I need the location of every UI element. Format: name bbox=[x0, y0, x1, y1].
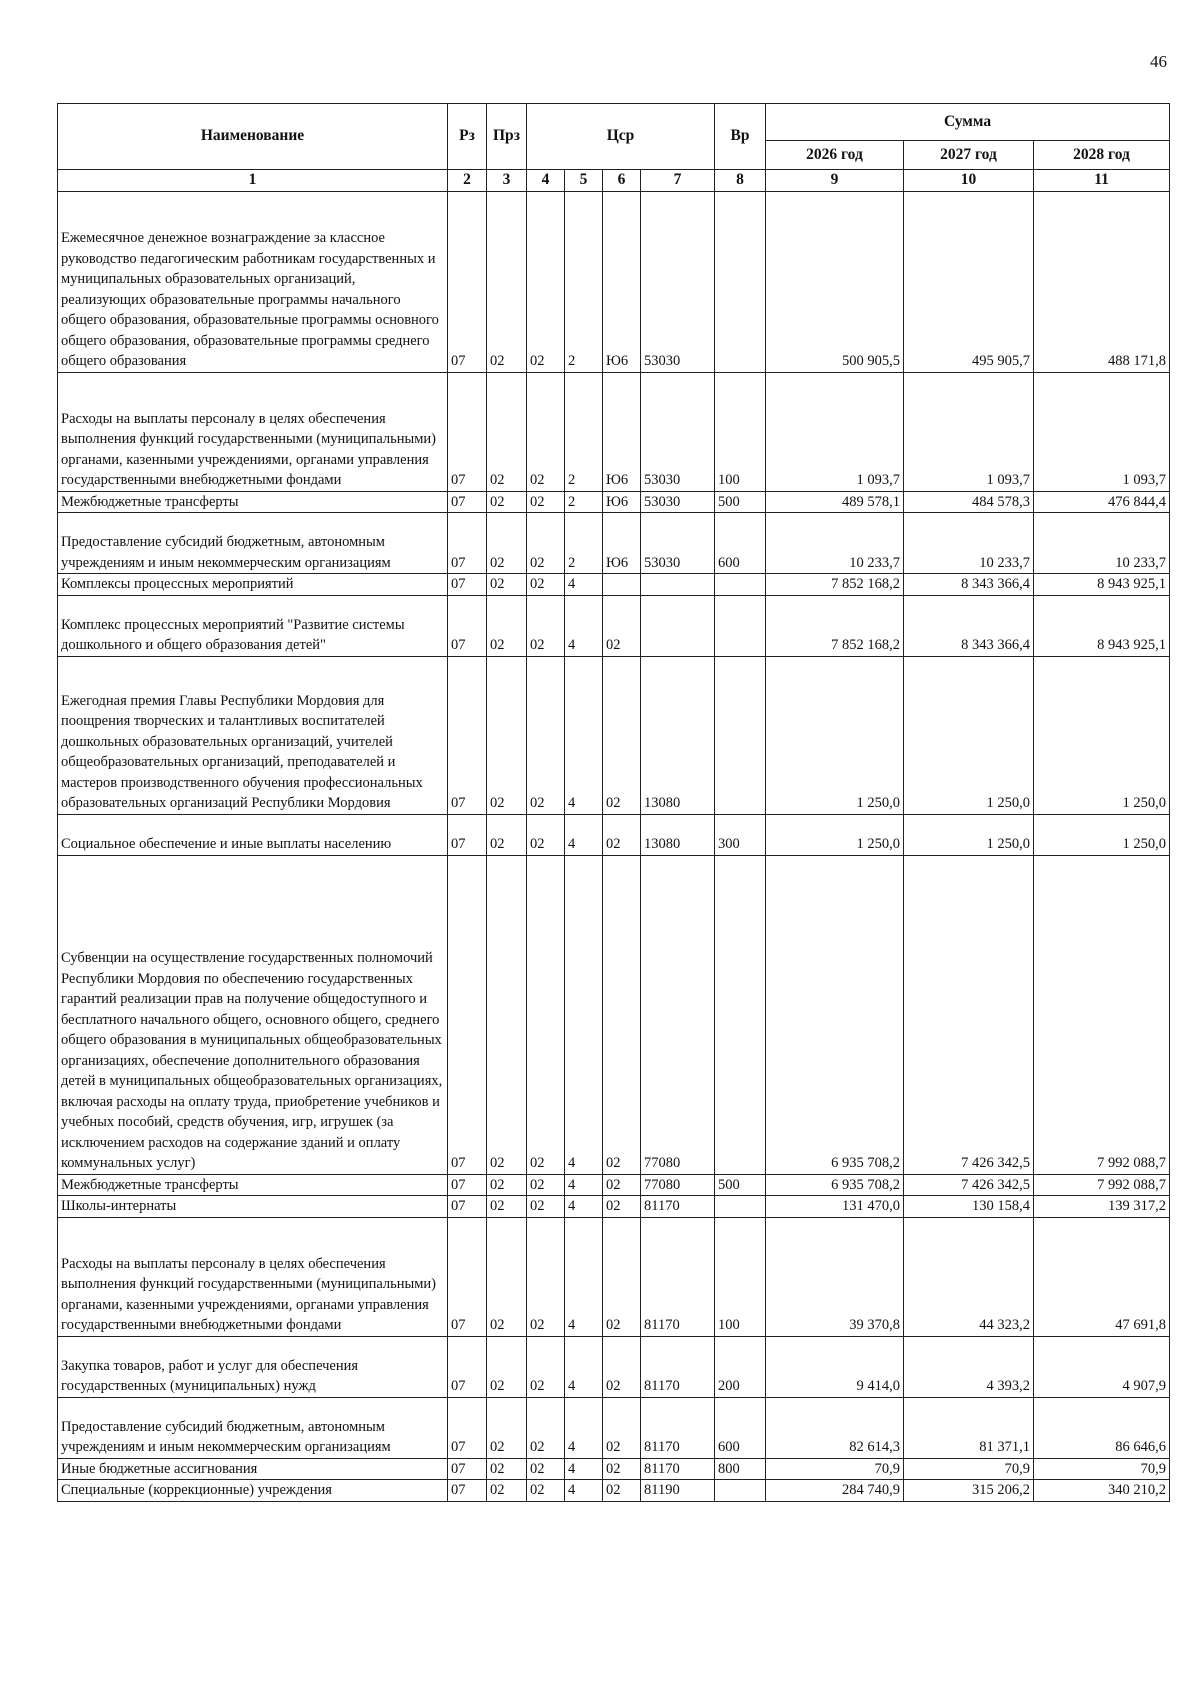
col-number: 10 bbox=[904, 170, 1034, 192]
cell-vr: 100 bbox=[715, 372, 766, 491]
cell-c5: 4 bbox=[565, 595, 603, 656]
cell-c5: 4 bbox=[565, 1480, 603, 1502]
cell-s2027: 315 206,2 bbox=[904, 1480, 1034, 1502]
cell-s2027: 7 426 342,5 bbox=[904, 855, 1034, 1174]
table-row bbox=[58, 855, 1170, 1174]
header-year-2028: 2028 год bbox=[1034, 141, 1170, 170]
cell-c5: 4 bbox=[565, 656, 603, 814]
cell-vr: 100 bbox=[715, 1217, 766, 1336]
cell-s2028: 8 943 925,1 bbox=[1034, 574, 1170, 596]
cell-name: Ежегодная премия Главы Республики Мордовия для поощрения творческих и талантливых воспитателей дошкольных образовательных организаций, учителей общеобразовательных организаций, преподавателей и мастеров производственного обучения профессиональных образовательных организаций Республики Мордовия bbox=[58, 656, 448, 814]
cell-s2027: 1 093,7 bbox=[904, 372, 1034, 491]
cell-c6: Ю6 bbox=[603, 513, 641, 574]
cell-c5: 4 bbox=[565, 1397, 603, 1458]
cell-c7: 81170 bbox=[641, 1336, 715, 1397]
cell-c7: 81190 bbox=[641, 1480, 715, 1502]
header-vr: Вр bbox=[715, 104, 766, 170]
header-name: Наименование bbox=[58, 104, 448, 170]
col-number: 3 bbox=[487, 170, 527, 192]
col-number: 5 bbox=[565, 170, 603, 192]
cell-c7: 77080 bbox=[641, 855, 715, 1174]
cell-s2027: 484 578,3 bbox=[904, 491, 1034, 513]
cell-name: Предоставление субсидий бюджетным, автономным учреждениям и иным некоммерческим организациям bbox=[58, 513, 448, 574]
col-number: 7 bbox=[641, 170, 715, 192]
header-rz: Рз bbox=[448, 104, 487, 170]
table-row bbox=[58, 574, 1170, 596]
cell-vr: 300 bbox=[715, 814, 766, 855]
cell-rz: 07 bbox=[448, 855, 487, 1174]
cell-rz: 07 bbox=[448, 491, 487, 513]
cell-prz: 02 bbox=[487, 1458, 527, 1480]
table-row bbox=[58, 1336, 1170, 1397]
cell-prz: 02 bbox=[487, 1336, 527, 1397]
table-row bbox=[58, 814, 1170, 855]
cell-s2028: 7 992 088,7 bbox=[1034, 855, 1170, 1174]
cell-prz: 02 bbox=[487, 656, 527, 814]
cell-s2028: 340 210,2 bbox=[1034, 1480, 1170, 1502]
cell-c4: 02 bbox=[527, 1217, 565, 1336]
cell-prz: 02 bbox=[487, 1174, 527, 1196]
cell-c7 bbox=[641, 595, 715, 656]
cell-prz: 02 bbox=[487, 372, 527, 491]
col-number: 8 bbox=[715, 170, 766, 192]
cell-c6: 02 bbox=[603, 1480, 641, 1502]
cell-c6: 02 bbox=[603, 814, 641, 855]
cell-s2026: 6 935 708,2 bbox=[766, 855, 904, 1174]
cell-c4: 02 bbox=[527, 574, 565, 596]
cell-s2026: 10 233,7 bbox=[766, 513, 904, 574]
cell-prz: 02 bbox=[487, 1480, 527, 1502]
cell-vr: 800 bbox=[715, 1458, 766, 1480]
cell-prz: 02 bbox=[487, 1217, 527, 1336]
cell-s2026: 6 935 708,2 bbox=[766, 1174, 904, 1196]
cell-c4: 02 bbox=[527, 1196, 565, 1218]
col-number: 2 bbox=[448, 170, 487, 192]
cell-vr bbox=[715, 1480, 766, 1502]
cell-s2026: 39 370,8 bbox=[766, 1217, 904, 1336]
cell-c7: 81170 bbox=[641, 1458, 715, 1480]
cell-rz: 07 bbox=[448, 1217, 487, 1336]
cell-vr: 500 bbox=[715, 1174, 766, 1196]
cell-c4: 02 bbox=[527, 1174, 565, 1196]
cell-prz: 02 bbox=[487, 513, 527, 574]
cell-c7: 77080 bbox=[641, 1174, 715, 1196]
cell-c6: Ю6 bbox=[603, 372, 641, 491]
cell-prz: 02 bbox=[487, 814, 527, 855]
cell-name: Специальные (коррекционные) учреждения bbox=[58, 1480, 448, 1502]
cell-s2026: 489 578,1 bbox=[766, 491, 904, 513]
cell-s2026: 1 250,0 bbox=[766, 656, 904, 814]
cell-c5: 2 bbox=[565, 491, 603, 513]
cell-name: Закупка товаров, работ и услуг для обеспечения государственных (муниципальных) нужд bbox=[58, 1336, 448, 1397]
cell-c4: 02 bbox=[527, 372, 565, 491]
cell-s2028: 86 646,6 bbox=[1034, 1397, 1170, 1458]
cell-c4: 02 bbox=[527, 814, 565, 855]
cell-c4: 02 bbox=[527, 1336, 565, 1397]
cell-prz: 02 bbox=[487, 491, 527, 513]
cell-name: Предоставление субсидий бюджетным, автономным учреждениям и иным некоммерческим организациям bbox=[58, 1397, 448, 1458]
cell-name: Субвенции на осуществление государственных полномочий Республики Мордовия по обеспечению государственных гарантий реализации прав на получение общедоступного и бесплатного начального общего, основного общего, среднего общего образования в муниципальных общеобразовательных организациях, обеспечение дополнительного образования детей в муниципальных общеобразовательных организациях, включая расходы на оплату труда, приобретение учебников и учебных пособий, средств обучения, игр, игрушек (за исключением расходов на содержание зданий и оплату коммунальных услуг) bbox=[58, 855, 448, 1174]
cell-s2028: 1 093,7 bbox=[1034, 372, 1170, 491]
cell-c6: 02 bbox=[603, 1196, 641, 1218]
cell-c4: 02 bbox=[527, 595, 565, 656]
table-row bbox=[58, 656, 1170, 814]
cell-s2027: 81 371,1 bbox=[904, 1397, 1034, 1458]
cell-s2027: 10 233,7 bbox=[904, 513, 1034, 574]
cell-rz: 07 bbox=[448, 1174, 487, 1196]
cell-c4: 02 bbox=[527, 1397, 565, 1458]
cell-s2027: 495 905,7 bbox=[904, 191, 1034, 372]
cell-s2026: 284 740,9 bbox=[766, 1480, 904, 1502]
cell-prz: 02 bbox=[487, 191, 527, 372]
cell-rz: 07 bbox=[448, 513, 487, 574]
cell-prz: 02 bbox=[487, 595, 527, 656]
budget-table bbox=[57, 103, 1170, 1502]
table-row bbox=[58, 1397, 1170, 1458]
cell-c6: Ю6 bbox=[603, 491, 641, 513]
cell-c6: 02 bbox=[603, 1217, 641, 1336]
table-body bbox=[58, 191, 1170, 1501]
cell-prz: 02 bbox=[487, 574, 527, 596]
cell-s2028: 476 844,4 bbox=[1034, 491, 1170, 513]
cell-c4: 02 bbox=[527, 855, 565, 1174]
cell-s2028: 7 992 088,7 bbox=[1034, 1174, 1170, 1196]
cell-c7: 81170 bbox=[641, 1217, 715, 1336]
header-year-2027: 2027 год bbox=[904, 141, 1034, 170]
cell-c7: 81170 bbox=[641, 1397, 715, 1458]
cell-s2026: 500 905,5 bbox=[766, 191, 904, 372]
cell-s2026: 7 852 168,2 bbox=[766, 574, 904, 596]
page-number: 46 bbox=[1150, 52, 1167, 71]
cell-vr bbox=[715, 855, 766, 1174]
col-number: 11 bbox=[1034, 170, 1170, 192]
cell-vr: 600 bbox=[715, 1397, 766, 1458]
cell-rz: 07 bbox=[448, 595, 487, 656]
cell-prz: 02 bbox=[487, 1397, 527, 1458]
cell-c4: 02 bbox=[527, 491, 565, 513]
cell-name: Комплексы процессных мероприятий bbox=[58, 574, 448, 596]
cell-c5: 2 bbox=[565, 513, 603, 574]
cell-name: Ежемесячное денежное вознаграждение за классное руководство педагогическим работникам государственных и муниципальных образовательных организаций, реализующих образовательные программы начального общего образования, образовательные программы основного общего образования, образовательные программы среднего общего образования bbox=[58, 191, 448, 372]
cell-rz: 07 bbox=[448, 814, 487, 855]
table-row bbox=[58, 491, 1170, 513]
cell-c4: 02 bbox=[527, 656, 565, 814]
cell-s2027: 7 426 342,5 bbox=[904, 1174, 1034, 1196]
cell-s2026: 7 852 168,2 bbox=[766, 595, 904, 656]
cell-c5: 4 bbox=[565, 574, 603, 596]
cell-s2026: 70,9 bbox=[766, 1458, 904, 1480]
header-csr: Цср bbox=[527, 104, 715, 170]
cell-vr: 200 bbox=[715, 1336, 766, 1397]
table-row bbox=[58, 1217, 1170, 1336]
cell-s2027: 8 343 366,4 bbox=[904, 595, 1034, 656]
cell-c6: 02 bbox=[603, 1336, 641, 1397]
cell-c7: 81170 bbox=[641, 1196, 715, 1218]
cell-s2026: 9 414,0 bbox=[766, 1336, 904, 1397]
cell-s2026: 1 093,7 bbox=[766, 372, 904, 491]
cell-c4: 02 bbox=[527, 191, 565, 372]
table-row bbox=[58, 595, 1170, 656]
cell-c5: 4 bbox=[565, 1196, 603, 1218]
cell-rz: 07 bbox=[448, 191, 487, 372]
cell-s2027: 8 343 366,4 bbox=[904, 574, 1034, 596]
cell-c7: 53030 bbox=[641, 491, 715, 513]
cell-c4: 02 bbox=[527, 513, 565, 574]
cell-rz: 07 bbox=[448, 1397, 487, 1458]
table-row bbox=[58, 1458, 1170, 1480]
column-numbers-row bbox=[58, 170, 1170, 192]
cell-name: Расходы на выплаты персоналу в целях обеспечения выполнения функций государственными (муниципальными) органами, казенными учреждениями, органами управления государственными внебюджетными фондами bbox=[58, 372, 448, 491]
cell-prz: 02 bbox=[487, 1196, 527, 1218]
cell-s2027: 1 250,0 bbox=[904, 656, 1034, 814]
cell-rz: 07 bbox=[448, 656, 487, 814]
header-prz: Прз bbox=[487, 104, 527, 170]
cell-s2028: 1 250,0 bbox=[1034, 656, 1170, 814]
cell-c6: 02 bbox=[603, 1397, 641, 1458]
cell-c5: 4 bbox=[565, 814, 603, 855]
cell-vr bbox=[715, 574, 766, 596]
table-row bbox=[58, 513, 1170, 574]
cell-c7: 53030 bbox=[641, 372, 715, 491]
cell-c6: 02 bbox=[603, 1174, 641, 1196]
table-row bbox=[58, 191, 1170, 372]
cell-c6: 02 bbox=[603, 595, 641, 656]
cell-c5: 2 bbox=[565, 372, 603, 491]
cell-s2027: 44 323,2 bbox=[904, 1217, 1034, 1336]
col-number: 9 bbox=[766, 170, 904, 192]
cell-c4: 02 bbox=[527, 1458, 565, 1480]
cell-rz: 07 bbox=[448, 574, 487, 596]
header-sum: Сумма bbox=[766, 104, 1170, 141]
cell-vr bbox=[715, 1196, 766, 1218]
cell-c7: 13080 bbox=[641, 814, 715, 855]
cell-c5: 2 bbox=[565, 191, 603, 372]
cell-c5: 4 bbox=[565, 1458, 603, 1480]
cell-c6: 02 bbox=[603, 656, 641, 814]
cell-vr: 500 bbox=[715, 491, 766, 513]
cell-s2028: 488 171,8 bbox=[1034, 191, 1170, 372]
col-number: 4 bbox=[527, 170, 565, 192]
cell-s2026: 82 614,3 bbox=[766, 1397, 904, 1458]
header-year-2026: 2026 год bbox=[766, 141, 904, 170]
cell-s2028: 4 907,9 bbox=[1034, 1336, 1170, 1397]
cell-vr bbox=[715, 191, 766, 372]
cell-rz: 07 bbox=[448, 1480, 487, 1502]
cell-c7 bbox=[641, 574, 715, 596]
cell-c6 bbox=[603, 574, 641, 596]
table-row bbox=[58, 1174, 1170, 1196]
cell-c6: 02 bbox=[603, 1458, 641, 1480]
cell-s2028: 47 691,8 bbox=[1034, 1217, 1170, 1336]
cell-c4: 02 bbox=[527, 1480, 565, 1502]
cell-s2026: 1 250,0 bbox=[766, 814, 904, 855]
cell-s2028: 139 317,2 bbox=[1034, 1196, 1170, 1218]
cell-s2027: 1 250,0 bbox=[904, 814, 1034, 855]
cell-name: Межбюджетные трансферты bbox=[58, 1174, 448, 1196]
cell-c6: Ю6 bbox=[603, 191, 641, 372]
cell-c6: 02 bbox=[603, 855, 641, 1174]
table-row bbox=[58, 1196, 1170, 1218]
cell-rz: 07 bbox=[448, 372, 487, 491]
cell-s2026: 131 470,0 bbox=[766, 1196, 904, 1218]
cell-s2028: 70,9 bbox=[1034, 1458, 1170, 1480]
cell-vr bbox=[715, 595, 766, 656]
cell-c7: 13080 bbox=[641, 656, 715, 814]
cell-name: Иные бюджетные ассигнования bbox=[58, 1458, 448, 1480]
cell-c5: 4 bbox=[565, 855, 603, 1174]
cell-c5: 4 bbox=[565, 1336, 603, 1397]
cell-s2027: 4 393,2 bbox=[904, 1336, 1034, 1397]
cell-name: Социальное обеспечение и иные выплаты населению bbox=[58, 814, 448, 855]
table-row bbox=[58, 372, 1170, 491]
table-row bbox=[58, 1480, 1170, 1502]
cell-name: Межбюджетные трансферты bbox=[58, 491, 448, 513]
cell-vr: 600 bbox=[715, 513, 766, 574]
cell-c7: 53030 bbox=[641, 191, 715, 372]
cell-name: Школы-интернаты bbox=[58, 1196, 448, 1218]
cell-s2027: 70,9 bbox=[904, 1458, 1034, 1480]
cell-c7: 53030 bbox=[641, 513, 715, 574]
cell-rz: 07 bbox=[448, 1336, 487, 1397]
cell-rz: 07 bbox=[448, 1458, 487, 1480]
cell-rz: 07 bbox=[448, 1196, 487, 1218]
cell-s2028: 10 233,7 bbox=[1034, 513, 1170, 574]
cell-c5: 4 bbox=[565, 1217, 603, 1336]
cell-s2027: 130 158,4 bbox=[904, 1196, 1034, 1218]
cell-s2028: 1 250,0 bbox=[1034, 814, 1170, 855]
col-number: 6 bbox=[603, 170, 641, 192]
cell-name: Комплекс процессных мероприятий "Развитие системы дошкольного и общего образования детей" bbox=[58, 595, 448, 656]
cell-c5: 4 bbox=[565, 1174, 603, 1196]
cell-s2028: 8 943 925,1 bbox=[1034, 595, 1170, 656]
cell-name: Расходы на выплаты персоналу в целях обеспечения выполнения функций государственными (муниципальными) органами, казенными учреждениями, органами управления государственными внебюджетными фондами bbox=[58, 1217, 448, 1336]
col-number: 1 bbox=[58, 170, 448, 192]
cell-vr bbox=[715, 656, 766, 814]
cell-prz: 02 bbox=[487, 855, 527, 1174]
